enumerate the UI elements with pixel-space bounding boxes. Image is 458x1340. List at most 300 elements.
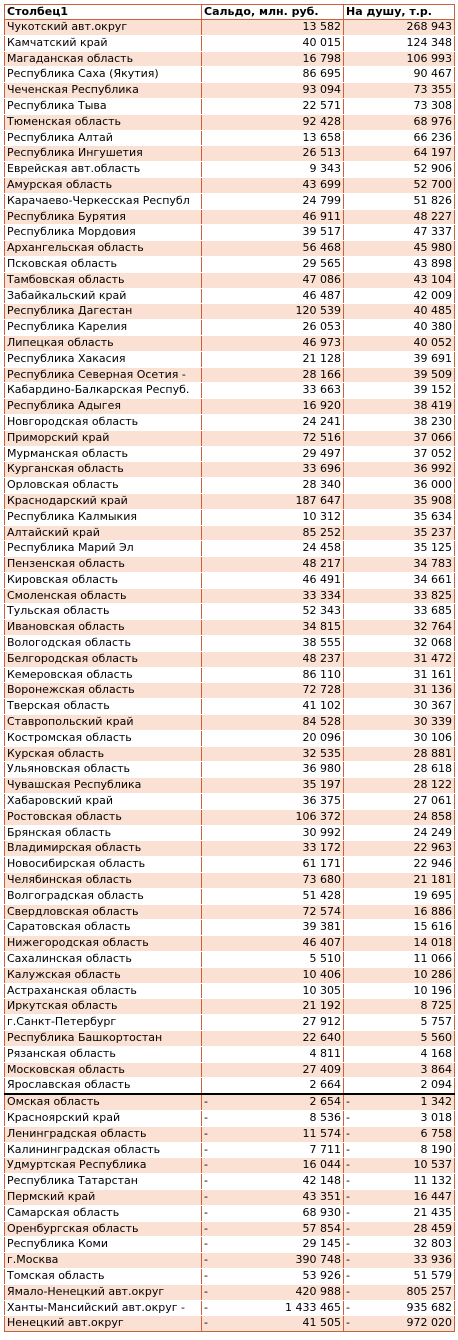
cell-value: 16 447 bbox=[413, 1189, 452, 1203]
region-name-cell[interactable]: Костромская область bbox=[5, 730, 202, 746]
per-capita-cell[interactable] bbox=[344, 952, 455, 968]
saldo-cell[interactable] bbox=[202, 841, 344, 857]
per-capita-cell[interactable] bbox=[344, 430, 455, 446]
per-capita-cell[interactable] bbox=[344, 794, 455, 810]
per-capita-cell[interactable] bbox=[344, 920, 455, 936]
per-capita-cell[interactable] bbox=[344, 20, 455, 36]
saldo-cell[interactable] bbox=[202, 857, 344, 873]
table-row bbox=[5, 1284, 455, 1300]
per-capita-cell[interactable] bbox=[344, 67, 455, 83]
saldo-cell[interactable] bbox=[202, 1126, 344, 1142]
saldo-cell[interactable] bbox=[202, 320, 344, 336]
region-name-cell[interactable]: Амурская область bbox=[5, 177, 202, 193]
per-capita-cell[interactable] bbox=[344, 1158, 455, 1174]
saldo-cell[interactable] bbox=[202, 1158, 344, 1174]
per-capita-cell[interactable] bbox=[344, 999, 455, 1015]
table-row bbox=[5, 209, 455, 225]
cell-value: 8 725 bbox=[420, 999, 452, 1013]
per-capita-cell[interactable] bbox=[344, 1031, 455, 1047]
per-capita-cell[interactable] bbox=[344, 304, 455, 320]
cell-value: 36 000 bbox=[413, 478, 452, 492]
region-name-cell[interactable]: Пензенская область bbox=[5, 557, 202, 573]
per-capita-cell[interactable] bbox=[344, 778, 455, 794]
cell-value: 61 171 bbox=[302, 857, 341, 871]
saldo-cell[interactable] bbox=[202, 730, 344, 746]
region-name-cell[interactable]: Приморский край bbox=[5, 430, 202, 446]
region-name-cell[interactable]: Республика Мордовия bbox=[5, 225, 202, 241]
per-capita-cell[interactable] bbox=[344, 367, 455, 383]
saldo-cell[interactable] bbox=[202, 1237, 344, 1253]
table-row bbox=[5, 999, 455, 1015]
per-capita-cell[interactable] bbox=[344, 241, 455, 257]
per-capita-cell[interactable] bbox=[344, 414, 455, 430]
region-name-cell[interactable]: Республика Алтай bbox=[5, 130, 202, 146]
region-name-cell[interactable]: Липецкая область bbox=[5, 335, 202, 351]
saldo-cell[interactable] bbox=[202, 620, 344, 636]
region-name-cell[interactable]: Воронежская область bbox=[5, 683, 202, 699]
saldo-cell[interactable] bbox=[202, 683, 344, 699]
table-row bbox=[5, 98, 455, 114]
region-name-cell[interactable]: г.Москва bbox=[5, 1253, 202, 1269]
saldo-cell[interactable] bbox=[202, 114, 344, 130]
cell-value: 51 826 bbox=[413, 193, 452, 207]
region-name-cell[interactable]: Белгородская область bbox=[5, 651, 202, 667]
region-name-cell[interactable]: Красноярский край bbox=[5, 1110, 202, 1126]
region-name-cell[interactable]: г.Санкт-Петербург bbox=[5, 1015, 202, 1031]
region-name-cell[interactable]: Республика Дагестан bbox=[5, 304, 202, 320]
per-capita-cell[interactable] bbox=[344, 746, 455, 762]
per-capita-cell[interactable] bbox=[344, 446, 455, 462]
per-capita-cell[interactable] bbox=[344, 256, 455, 272]
cell-value: 10 286 bbox=[413, 967, 452, 981]
per-capita-cell[interactable] bbox=[344, 983, 455, 999]
saldo-cell[interactable] bbox=[202, 588, 344, 604]
saldo-cell[interactable] bbox=[202, 177, 344, 193]
region-name-cell[interactable]: Владимирская область bbox=[5, 841, 202, 857]
per-capita-cell[interactable] bbox=[344, 1284, 455, 1300]
saldo-cell[interactable] bbox=[202, 351, 344, 367]
saldo-cell[interactable] bbox=[202, 1189, 344, 1205]
saldo-cell[interactable] bbox=[202, 809, 344, 825]
saldo-cell[interactable] bbox=[202, 1268, 344, 1284]
per-capita-cell[interactable] bbox=[344, 1205, 455, 1221]
region-name-cell[interactable]: Мурманская область bbox=[5, 446, 202, 462]
cell-value: 37 066 bbox=[413, 430, 452, 444]
saldo-cell[interactable] bbox=[202, 241, 344, 257]
region-name-cell[interactable]: Республика Хакасия bbox=[5, 351, 202, 367]
saldo-cell[interactable] bbox=[202, 1094, 344, 1110]
per-capita-cell[interactable] bbox=[344, 320, 455, 336]
region-name-cell[interactable]: Республика Ингушетия bbox=[5, 146, 202, 162]
saldo-cell[interactable] bbox=[202, 130, 344, 146]
region-name-cell[interactable]: Республика Адыгея bbox=[5, 399, 202, 415]
table-row bbox=[5, 588, 455, 604]
region-name-cell[interactable]: Ивановская область bbox=[5, 620, 202, 636]
saldo-cell[interactable] bbox=[202, 304, 344, 320]
region-name-cell[interactable]: Ленинградская область bbox=[5, 1126, 202, 1142]
saldo-cell[interactable] bbox=[202, 667, 344, 683]
region-name-cell[interactable]: Новгородская область bbox=[5, 414, 202, 430]
per-capita-cell[interactable] bbox=[344, 493, 455, 509]
table-row bbox=[5, 541, 455, 557]
per-capita-cell[interactable] bbox=[344, 162, 455, 178]
per-capita-cell[interactable] bbox=[344, 904, 455, 920]
region-name-cell[interactable]: Ямало-Ненецкий авт.округ bbox=[5, 1284, 202, 1300]
saldo-cell[interactable] bbox=[202, 367, 344, 383]
saldo-cell[interactable] bbox=[202, 288, 344, 304]
region-name-cell[interactable]: Чеченская Республика bbox=[5, 83, 202, 99]
region-name-cell[interactable]: Томская область bbox=[5, 1268, 202, 1284]
per-capita-cell[interactable] bbox=[344, 1126, 455, 1142]
saldo-cell[interactable] bbox=[202, 335, 344, 351]
per-capita-cell[interactable] bbox=[344, 1062, 455, 1078]
region-name-cell[interactable]: Тюменская область bbox=[5, 114, 202, 130]
region-name-cell[interactable]: Карачаево-Черкесская Республ bbox=[5, 193, 202, 209]
per-capita-cell[interactable] bbox=[344, 604, 455, 620]
per-capita-cell[interactable] bbox=[344, 541, 455, 557]
saldo-cell[interactable] bbox=[202, 825, 344, 841]
region-name-cell[interactable]: Псковская область bbox=[5, 256, 202, 272]
negative-sign: - bbox=[346, 1110, 350, 1124]
per-capita-cell[interactable] bbox=[344, 715, 455, 731]
region-name-cell[interactable]: Чувашская Республика bbox=[5, 778, 202, 794]
per-capita-cell[interactable] bbox=[344, 809, 455, 825]
cell-value: 64 197 bbox=[413, 146, 452, 160]
per-capita-cell[interactable] bbox=[344, 35, 455, 51]
region-name-cell[interactable]: Ханты-Мансийский авт.округ - bbox=[5, 1300, 202, 1316]
negative-sign: - bbox=[204, 1126, 208, 1140]
header-region[interactable]: Столбец1 bbox=[5, 5, 202, 20]
table-row bbox=[5, 825, 455, 841]
region-name-cell[interactable]: Калининградская область bbox=[5, 1142, 202, 1158]
per-capita-cell[interactable] bbox=[344, 1078, 455, 1094]
region-name-cell[interactable]: Ненецкий авт.округ bbox=[5, 1316, 202, 1332]
region-name-cell[interactable]: Тверская область bbox=[5, 699, 202, 715]
region-name-cell[interactable]: Республика Саха (Якутия) bbox=[5, 67, 202, 83]
per-capita-cell[interactable] bbox=[344, 1221, 455, 1237]
saldo-cell[interactable] bbox=[202, 983, 344, 999]
cell-value: 8 536 bbox=[309, 1110, 341, 1124]
saldo-cell[interactable] bbox=[202, 1046, 344, 1062]
saldo-cell[interactable] bbox=[202, 146, 344, 162]
region-name-cell[interactable]: Республика Коми bbox=[5, 1237, 202, 1253]
per-capita-cell[interactable] bbox=[344, 730, 455, 746]
saldo-cell[interactable] bbox=[202, 699, 344, 715]
region-name-cell[interactable]: Оренбургская область bbox=[5, 1221, 202, 1237]
saldo-cell[interactable] bbox=[202, 67, 344, 83]
per-capita-cell[interactable] bbox=[344, 83, 455, 99]
region-name-cell[interactable]: Тульская область bbox=[5, 604, 202, 620]
per-capita-cell[interactable] bbox=[344, 114, 455, 130]
per-capita-cell[interactable] bbox=[344, 288, 455, 304]
saldo-cell[interactable] bbox=[202, 541, 344, 557]
region-name-cell[interactable]: Кемеровская область bbox=[5, 667, 202, 683]
region-name-cell[interactable]: Самарская область bbox=[5, 1205, 202, 1221]
region-name-cell[interactable]: Курская область bbox=[5, 746, 202, 762]
saldo-cell[interactable] bbox=[202, 98, 344, 114]
saldo-cell[interactable] bbox=[202, 746, 344, 762]
table-row bbox=[5, 967, 455, 983]
saldo-cell[interactable] bbox=[202, 272, 344, 288]
per-capita-cell[interactable] bbox=[344, 335, 455, 351]
region-name-cell[interactable]: Астраханская область bbox=[5, 983, 202, 999]
cell-value: 120 539 bbox=[295, 304, 341, 318]
per-capita-cell[interactable] bbox=[344, 1316, 455, 1332]
saldo-cell[interactable] bbox=[202, 952, 344, 968]
per-capita-cell[interactable] bbox=[344, 193, 455, 209]
saldo-cell[interactable] bbox=[202, 1284, 344, 1300]
region-name-cell[interactable]: Еврейская авт.область bbox=[5, 162, 202, 178]
saldo-cell[interactable] bbox=[202, 762, 344, 778]
per-capita-cell[interactable] bbox=[344, 209, 455, 225]
region-name-cell[interactable]: Новосибирская область bbox=[5, 857, 202, 873]
saldo-cell[interactable] bbox=[202, 778, 344, 794]
saldo-cell[interactable] bbox=[202, 1142, 344, 1158]
region-name-cell[interactable]: Республика Татарстан bbox=[5, 1174, 202, 1190]
saldo-cell[interactable] bbox=[202, 794, 344, 810]
per-capita-cell[interactable] bbox=[344, 1237, 455, 1253]
region-name-cell[interactable]: Московская область bbox=[5, 1062, 202, 1078]
saldo-cell[interactable] bbox=[202, 936, 344, 952]
region-name-cell[interactable]: Иркутская область bbox=[5, 999, 202, 1015]
region-name-cell[interactable]: Сахалинская область bbox=[5, 952, 202, 968]
cell-value: 73 680 bbox=[302, 873, 341, 887]
region-name-cell[interactable]: Ульяновская область bbox=[5, 762, 202, 778]
region-name-cell[interactable]: Ставропольский край bbox=[5, 715, 202, 731]
region-name-cell[interactable]: Удмуртская Республика bbox=[5, 1158, 202, 1174]
saldo-cell[interactable] bbox=[202, 604, 344, 620]
per-capita-cell[interactable] bbox=[344, 1046, 455, 1062]
region-name-cell[interactable]: Республика Бурятия bbox=[5, 209, 202, 225]
cell-value: 73 355 bbox=[413, 83, 452, 97]
region-name-cell[interactable]: Республика Башкортостан bbox=[5, 1031, 202, 1047]
region-name-cell[interactable]: Хабаровский край bbox=[5, 794, 202, 810]
region-name-cell[interactable]: Краснодарский край bbox=[5, 493, 202, 509]
per-capita-cell[interactable] bbox=[344, 525, 455, 541]
table-row bbox=[5, 762, 455, 778]
saldo-cell[interactable] bbox=[202, 414, 344, 430]
cell-value: 33 936 bbox=[413, 1253, 452, 1267]
saldo-cell[interactable] bbox=[202, 1221, 344, 1237]
per-capita-cell[interactable] bbox=[344, 1189, 455, 1205]
cell-value: 30 367 bbox=[413, 699, 452, 713]
per-capita-cell[interactable] bbox=[344, 98, 455, 114]
saldo-cell[interactable] bbox=[202, 920, 344, 936]
table-row bbox=[5, 1189, 455, 1205]
per-capita-cell[interactable] bbox=[344, 1174, 455, 1190]
region-name-cell[interactable]: Республика Северная Осетия - bbox=[5, 367, 202, 383]
table-row bbox=[5, 146, 455, 162]
saldo-cell[interactable] bbox=[202, 1031, 344, 1047]
region-name-cell[interactable]: Ярославская область bbox=[5, 1078, 202, 1094]
saldo-cell[interactable] bbox=[202, 557, 344, 573]
table-row bbox=[5, 1094, 455, 1110]
per-capita-cell[interactable] bbox=[344, 572, 455, 588]
region-name-cell[interactable]: Тамбовская область bbox=[5, 272, 202, 288]
per-capita-cell[interactable] bbox=[344, 1110, 455, 1126]
cell-value: 46 491 bbox=[302, 572, 341, 586]
saldo-cell[interactable] bbox=[202, 873, 344, 889]
per-capita-cell[interactable] bbox=[344, 462, 455, 478]
region-name-cell[interactable]: Кировская область bbox=[5, 572, 202, 588]
region-name-cell[interactable]: Брянская область bbox=[5, 825, 202, 841]
region-name-cell[interactable]: Вологодская область bbox=[5, 636, 202, 652]
cell-value: 390 748 bbox=[295, 1253, 341, 1267]
table-row bbox=[5, 1174, 455, 1190]
region-name-cell[interactable]: Курганская область bbox=[5, 462, 202, 478]
region-name-cell[interactable]: Республика Калмыкия bbox=[5, 509, 202, 525]
per-capita-cell[interactable] bbox=[344, 478, 455, 494]
region-name-cell[interactable]: Пермский край bbox=[5, 1189, 202, 1205]
header-saldo[interactable]: Сальдо, млн. руб. bbox=[202, 5, 344, 20]
per-capita-cell[interactable] bbox=[344, 1253, 455, 1269]
saldo-cell[interactable] bbox=[202, 1110, 344, 1126]
per-capita-cell[interactable] bbox=[344, 1300, 455, 1316]
region-name-cell[interactable]: Архангельская область bbox=[5, 241, 202, 257]
per-capita-cell[interactable] bbox=[344, 1142, 455, 1158]
per-capita-cell[interactable] bbox=[344, 225, 455, 241]
per-capita-cell[interactable] bbox=[344, 177, 455, 193]
per-capita-cell[interactable] bbox=[344, 383, 455, 399]
negative-sign: - bbox=[204, 1268, 208, 1282]
saldo-cell[interactable] bbox=[202, 446, 344, 462]
saldo-cell[interactable] bbox=[202, 1174, 344, 1190]
per-capita-cell[interactable] bbox=[344, 557, 455, 573]
saldo-cell[interactable] bbox=[202, 462, 344, 478]
per-capita-cell[interactable] bbox=[344, 683, 455, 699]
table-row bbox=[5, 335, 455, 351]
saldo-cell[interactable] bbox=[202, 572, 344, 588]
region-name-cell[interactable]: Республика Тыва bbox=[5, 98, 202, 114]
per-capita-cell[interactable] bbox=[344, 1094, 455, 1110]
per-capita-cell[interactable] bbox=[344, 1268, 455, 1284]
saldo-cell[interactable] bbox=[202, 383, 344, 399]
per-capita-cell[interactable] bbox=[344, 146, 455, 162]
cell-value: 34 783 bbox=[413, 557, 452, 571]
saldo-cell[interactable] bbox=[202, 1316, 344, 1332]
region-name-cell[interactable]: Магаданская область bbox=[5, 51, 202, 67]
saldo-cell[interactable] bbox=[202, 651, 344, 667]
saldo-cell[interactable] bbox=[202, 904, 344, 920]
per-capita-cell[interactable] bbox=[344, 825, 455, 841]
saldo-cell[interactable] bbox=[202, 20, 344, 36]
region-name-cell[interactable]: Саратовская область bbox=[5, 920, 202, 936]
region-name-cell[interactable]: Волгоградская область bbox=[5, 888, 202, 904]
saldo-cell[interactable] bbox=[202, 1015, 344, 1031]
negative-sign: - bbox=[346, 1284, 350, 1298]
region-name-cell[interactable]: Республика Марий Эл bbox=[5, 541, 202, 557]
per-capita-cell[interactable] bbox=[344, 762, 455, 778]
region-name-cell[interactable]: Забайкальский край bbox=[5, 288, 202, 304]
region-name-cell[interactable]: Чукотский авт.округ bbox=[5, 20, 202, 36]
per-capita-cell[interactable] bbox=[344, 351, 455, 367]
saldo-cell[interactable] bbox=[202, 967, 344, 983]
saldo-cell[interactable] bbox=[202, 162, 344, 178]
region-name-cell[interactable]: Ростовская область bbox=[5, 809, 202, 825]
table-row bbox=[5, 177, 455, 193]
table-row bbox=[5, 1205, 455, 1221]
saldo-cell[interactable] bbox=[202, 1062, 344, 1078]
saldo-cell[interactable] bbox=[202, 51, 344, 67]
saldo-cell[interactable] bbox=[202, 636, 344, 652]
saldo-cell[interactable] bbox=[202, 225, 344, 241]
saldo-cell[interactable] bbox=[202, 888, 344, 904]
saldo-cell[interactable] bbox=[202, 399, 344, 415]
saldo-cell[interactable] bbox=[202, 83, 344, 99]
per-capita-cell[interactable] bbox=[344, 588, 455, 604]
region-name-cell[interactable]: Свердловская область bbox=[5, 904, 202, 920]
region-name-cell[interactable]: Омская область bbox=[5, 1094, 202, 1110]
per-capita-cell[interactable] bbox=[344, 620, 455, 636]
per-capita-cell[interactable] bbox=[344, 51, 455, 67]
per-capita-cell[interactable] bbox=[344, 667, 455, 683]
region-name-cell[interactable]: Смоленская область bbox=[5, 588, 202, 604]
saldo-cell[interactable] bbox=[202, 209, 344, 225]
per-capita-cell[interactable] bbox=[344, 936, 455, 952]
saldo-cell[interactable] bbox=[202, 509, 344, 525]
saldo-cell[interactable] bbox=[202, 493, 344, 509]
saldo-cell[interactable] bbox=[202, 193, 344, 209]
region-name-cell[interactable]: Нижегородская область bbox=[5, 936, 202, 952]
region-name-cell[interactable]: Орловская область bbox=[5, 478, 202, 494]
per-capita-cell[interactable] bbox=[344, 699, 455, 715]
table-row bbox=[5, 557, 455, 573]
per-capita-cell[interactable] bbox=[344, 651, 455, 667]
region-name-cell[interactable]: Челябинская область bbox=[5, 873, 202, 889]
cell-value: 30 106 bbox=[413, 730, 452, 744]
per-capita-cell[interactable] bbox=[344, 1015, 455, 1031]
table-row bbox=[5, 1142, 455, 1158]
saldo-cell[interactable] bbox=[202, 1078, 344, 1094]
per-capita-cell[interactable] bbox=[344, 636, 455, 652]
cell-value: 5 510 bbox=[309, 952, 341, 966]
saldo-cell[interactable] bbox=[202, 1205, 344, 1221]
saldo-cell[interactable] bbox=[202, 999, 344, 1015]
per-capita-cell[interactable] bbox=[344, 888, 455, 904]
saldo-cell[interactable] bbox=[202, 256, 344, 272]
per-capita-cell[interactable] bbox=[344, 399, 455, 415]
table-row bbox=[5, 20, 455, 36]
cell-value: 13 582 bbox=[302, 20, 341, 33]
saldo-cell[interactable] bbox=[202, 525, 344, 541]
saldo-cell[interactable] bbox=[202, 1253, 344, 1269]
region-name-cell[interactable]: Калужская область bbox=[5, 967, 202, 983]
saldo-cell[interactable] bbox=[202, 478, 344, 494]
negative-sign: - bbox=[346, 1300, 350, 1314]
per-capita-cell[interactable] bbox=[344, 873, 455, 889]
region-name-cell[interactable]: Республика Карелия bbox=[5, 320, 202, 336]
saldo-cell[interactable] bbox=[202, 430, 344, 446]
cell-value: 39 509 bbox=[413, 367, 452, 381]
negative-sign: - bbox=[346, 1174, 350, 1188]
saldo-cell[interactable] bbox=[202, 35, 344, 51]
region-name-cell[interactable]: Алтайский край bbox=[5, 525, 202, 541]
table-row bbox=[5, 1031, 455, 1047]
per-capita-cell[interactable] bbox=[344, 130, 455, 146]
saldo-cell[interactable] bbox=[202, 715, 344, 731]
per-capita-cell[interactable] bbox=[344, 509, 455, 525]
per-capita-cell[interactable] bbox=[344, 841, 455, 857]
per-capita-cell[interactable] bbox=[344, 967, 455, 983]
per-capita-cell[interactable] bbox=[344, 272, 455, 288]
region-name-cell[interactable]: Камчатский край bbox=[5, 35, 202, 51]
region-name-cell[interactable]: Рязанская область bbox=[5, 1046, 202, 1062]
per-capita-cell[interactable] bbox=[344, 857, 455, 873]
saldo-cell[interactable] bbox=[202, 1300, 344, 1316]
region-name-cell[interactable]: Кабардино-Балкарская Респуб. bbox=[5, 383, 202, 399]
header-per-capita[interactable]: На душу, т.р. bbox=[344, 5, 455, 20]
cell-value: 31 161 bbox=[413, 667, 452, 681]
